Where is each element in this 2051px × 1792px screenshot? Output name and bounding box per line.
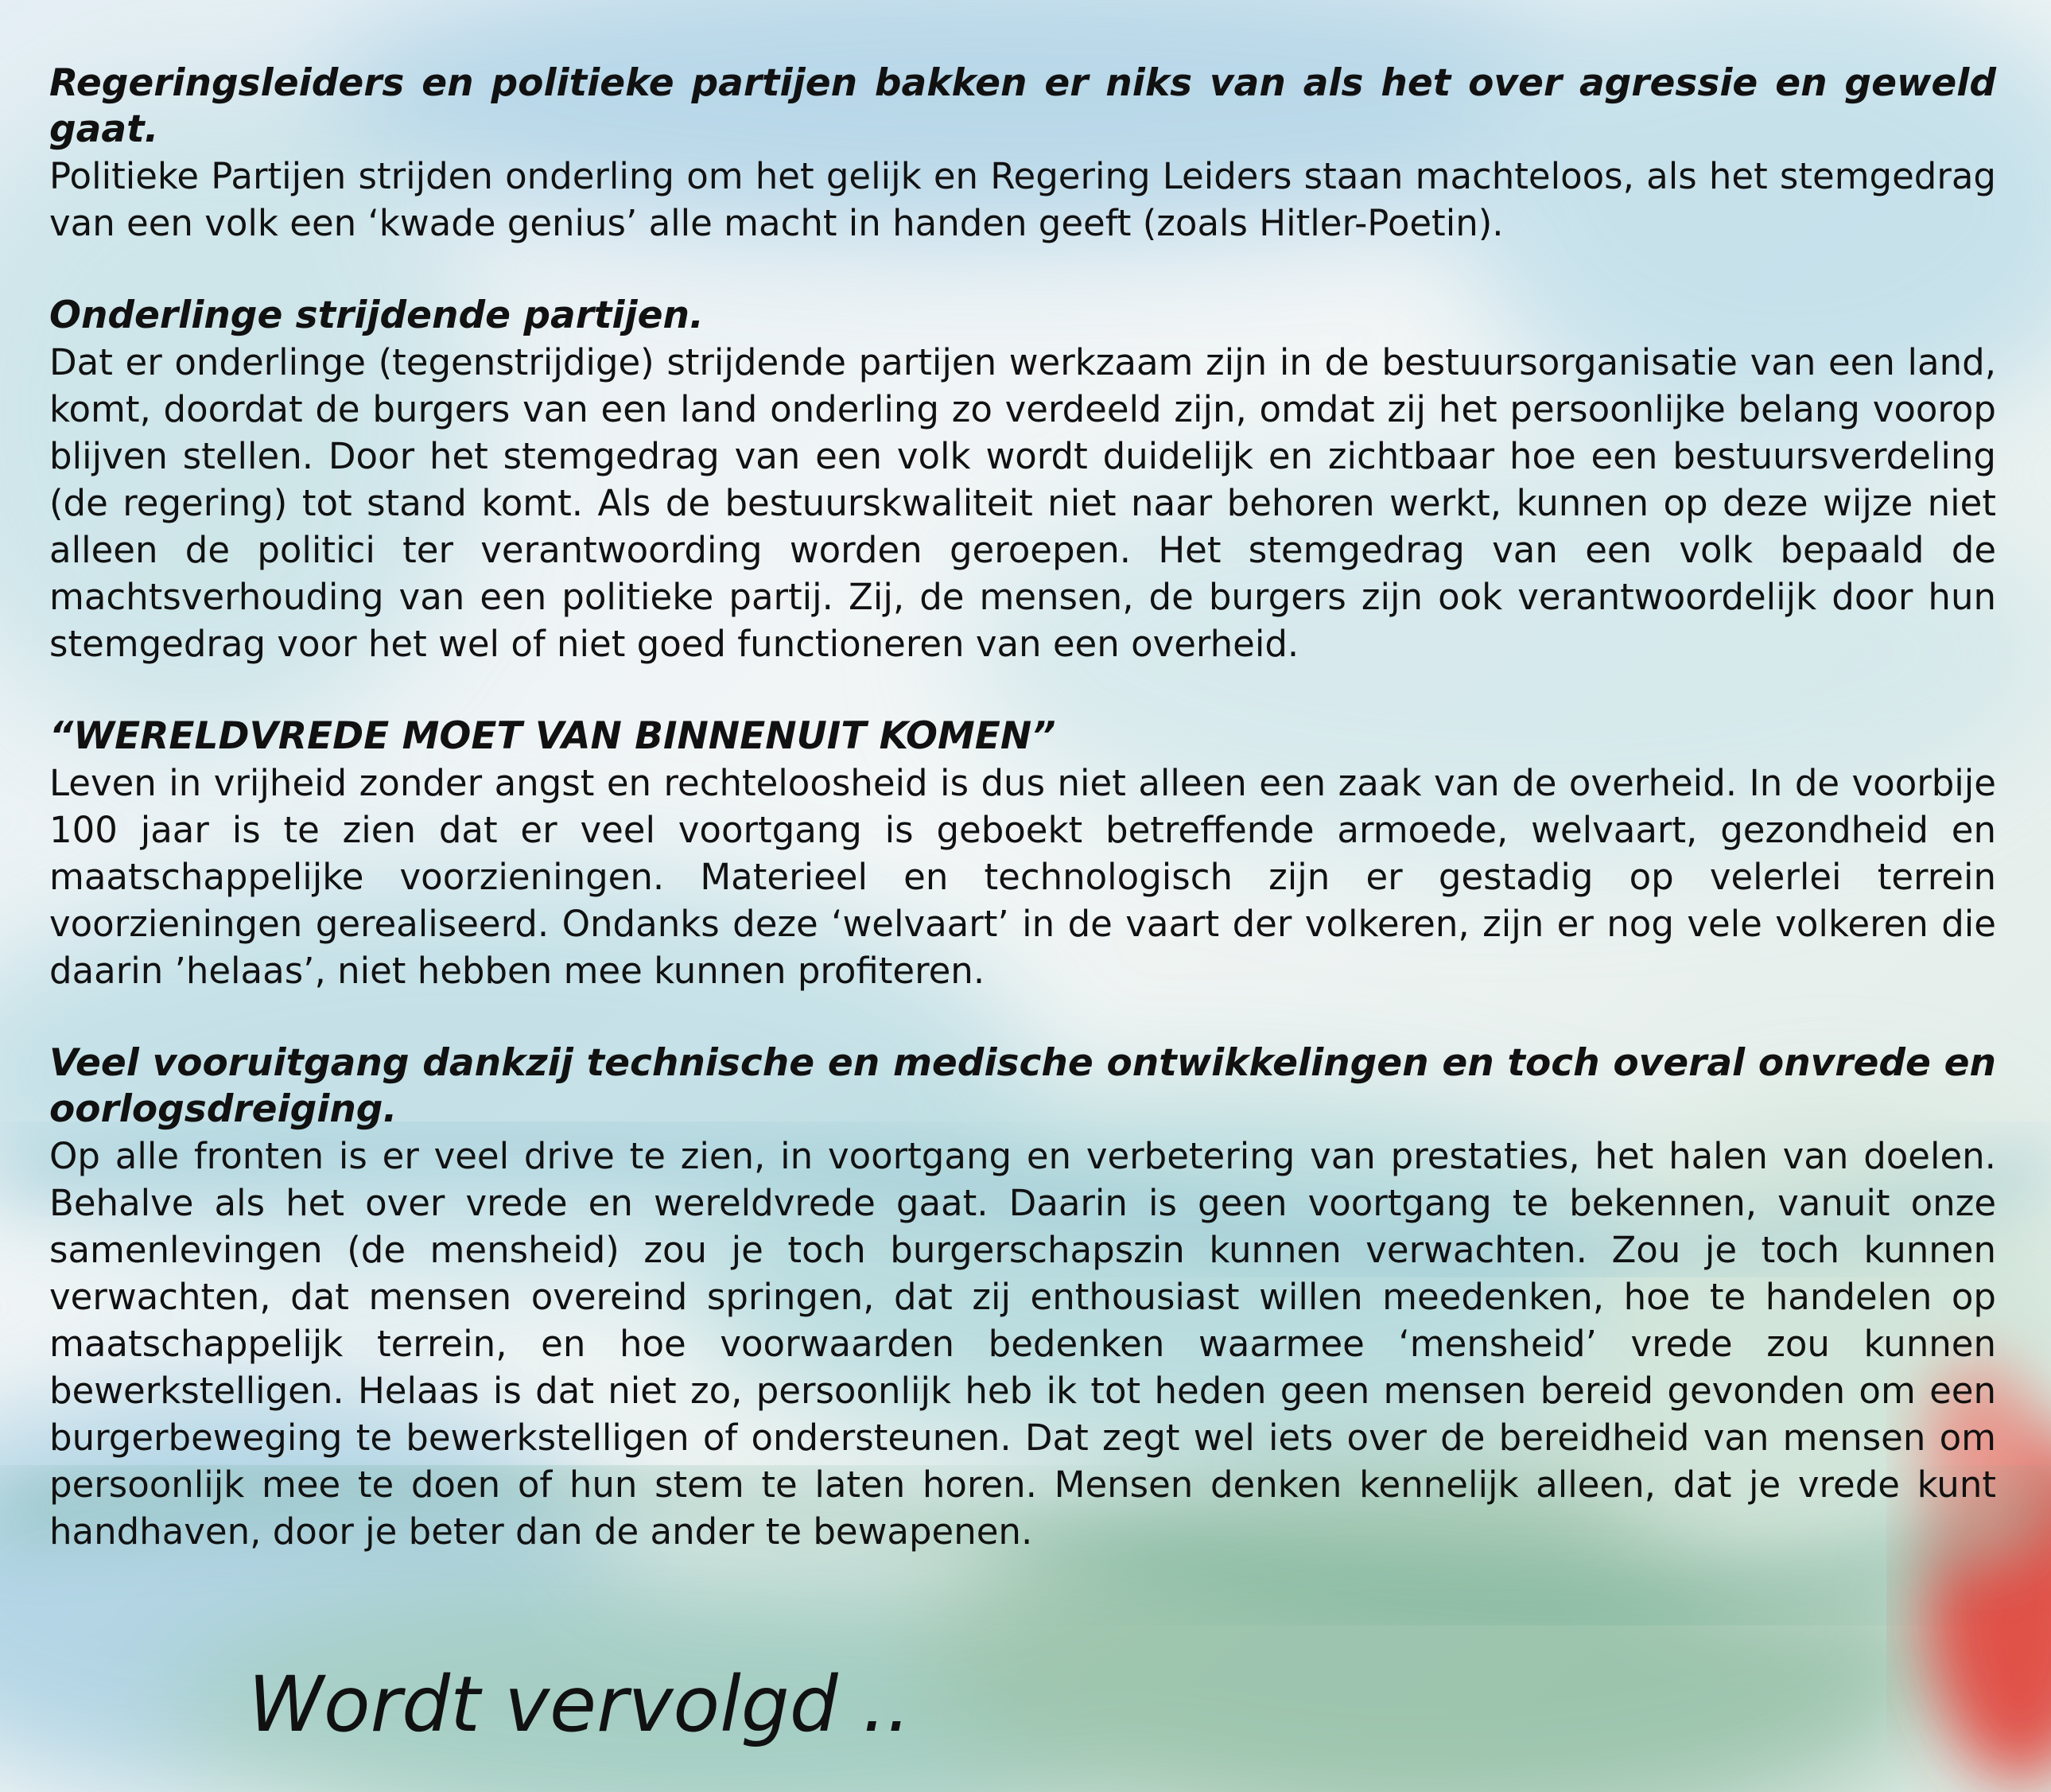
section-1 — [49, 60, 1996, 247]
section-4 — [49, 1040, 1996, 1555]
section-paragraph: Dat er onderlinge (tegenstrijdige) strijdende partijen werkzaam zijn in de bestuursorganisatie van een land, komt, doordat de burgers van een land onderling zo verdeeld zijn, omdat zij het persoonlijke belang voorop blijven stellen. Door het stemgedrag van een volk wordt duidelijk en zichtbaar hoe een bestuursverdeling (de regering) tot stand komt. Als de bestuurskwaliteit niet naar behoren werkt, kunnen op deze wijze niet alleen de politici ter verantwoording worden geroepen. Het stemgedrag van een volk bepaald de machtsverhouding van een politieke partij. Zij, de mensen, de burgers zijn ook verantwoordelijk door hun stemgedrag voor het wel of niet goed functioneren van een overheid. — [49, 341, 1996, 665]
section-paragraph: Politieke Partijen strijden onderling om het gelijk en Regering Leiders staan machteloos, als het stemgedrag van een volk een ‘kwade genius’ alle macht in handen geeft (zoals Hitler-Poetin). — [49, 155, 1996, 244]
section-heading: Veel vooruitgang dankzij technische en medische ontwikkelingen en toch overal onvrede en oorlogsdreiging. — [49, 1041, 1996, 1131]
closing-note: Wordt vervolgd .. — [248, 1660, 911, 1749]
section-paragraph: Leven in vrijheid zonder angst en rechteloosheid is dus niet alleen een zaak van de overheid. In de voorbije 100 jaar is te zien dat er veel voortgang is geboekt betreffende armoede, welvaart, gezondheid en maatschappelijke voorzieningen. Materieel en technologisch zijn er gestadig op velerlei terrein voorzieningen gerealiseerd. Ondanks deze ‘welvaart’ in de vaart der volkeren, zijn er nog vele volkeren die daarin ’helaas’, niet hebben mee kunnen profiteren. — [49, 762, 1996, 992]
section-heading: “WERELDVREDE MOET VAN BINNENUIT KOMEN” — [49, 714, 1056, 758]
section-3 — [49, 713, 1996, 994]
article — [49, 60, 1996, 1601]
section-paragraph: Op alle fronten is er veel drive te zien, in voortgang en verbetering van prestaties, het halen van doelen. Behalve als het over vrede en wereldvrede gaat. Daarin is geen voortgang te bekennen, vanuit onze samenlevingen (de mensheid) zou je toch burgerschapszin kunnen verwachten. Zou je toch kunnen verwachten, dat mensen overeind springen, dat zij enthousiast willen meedenken, hoe te handelen op maatschappelijk terrein, en hoe voorwaarden bedenken waarmee ‘mensheid’ vrede zou kunnen bewerkstelligen. Helaas is dat niet zo, persoonlijk heb ik tot heden geen mensen bereid gevonden om een burgerbeweging te bewerkstelligen of ondersteunen. Dat zegt wel iets over de bereidheid van mensen om persoonlijk mee te doen of hun stem te laten horen. Mensen denken kennelijk alleen, dat je vrede kunt handhaven, door je beter dan de ander te bewapenen. — [49, 1135, 1996, 1553]
section-heading: Onderlinge strijdende partijen. — [49, 293, 704, 337]
section-2 — [49, 293, 1996, 667]
section-heading: Regeringsleiders en politieke partijen bakken er niks van als het over agressie en geweld gaat. — [49, 61, 1996, 151]
